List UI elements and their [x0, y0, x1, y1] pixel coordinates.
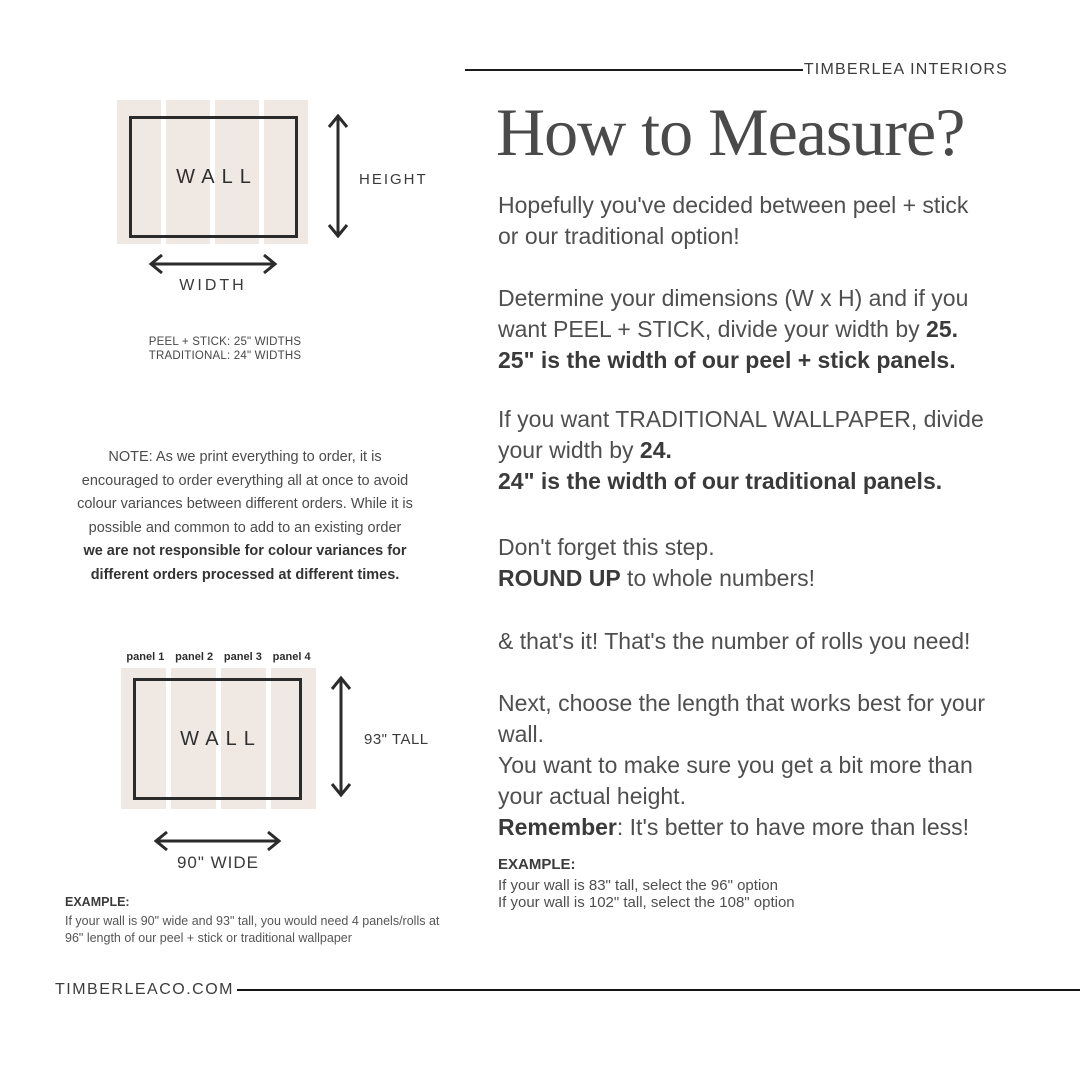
text-line: & that's it! That's the number of rolls you need!	[498, 628, 971, 654]
wall-diagram-1	[117, 100, 308, 244]
wide-arrow-icon	[151, 829, 284, 853]
text-line: You want to make sure you get a bit more than	[498, 752, 973, 778]
note-bold-line: we are not responsible for colour variances for	[83, 543, 407, 559]
width-arrow-icon	[146, 252, 280, 276]
header-divider	[465, 69, 803, 71]
wall-outline	[129, 116, 298, 238]
paragraph-thats-it	[498, 626, 1026, 657]
text-line: Determine your dimensions (W x H) and if you	[498, 285, 969, 311]
page-title: How to Measure?	[496, 94, 965, 170]
text-line: If you want TRADITIONAL WALLPAPER, divide	[498, 406, 984, 432]
panel-number-labels	[121, 651, 316, 663]
height-arrow-icon	[325, 112, 351, 240]
bold-phrase: Remember	[498, 814, 617, 840]
bold-phrase: ROUND UP	[498, 565, 621, 591]
paragraph-round-up	[498, 532, 1026, 594]
wall-diagram-2	[121, 668, 316, 809]
bold-line: 25" is the width of our peel + stick panels.	[498, 347, 956, 373]
example-heading: EXAMPLE:	[498, 856, 576, 873]
note-paragraph	[43, 446, 447, 587]
example-line: 96" length of our peel + stick or traditional wallpaper	[65, 931, 352, 945]
text-line: wall.	[498, 721, 545, 747]
text-line: or our traditional option!	[498, 223, 740, 249]
note-line: colour variances between different orders. While it is	[77, 496, 413, 512]
tall-dimension-label: 93" TALL	[364, 731, 429, 748]
wide-dimension-label: 90" WIDE	[176, 853, 260, 872]
wall-label: WALL	[176, 165, 258, 188]
text-line: : It's better to have more than less!	[616, 814, 970, 840]
wall-outline	[133, 678, 302, 800]
panel-widths-caption	[125, 336, 325, 363]
footer-divider	[237, 989, 1080, 991]
note-line: possible and common to add to an existing order	[88, 519, 402, 536]
text-line: your width by	[498, 437, 640, 463]
example-line: If your wall is 102" tall, select the 108" option	[498, 894, 795, 911]
text-line: Hopefully you've decided between peel + stick	[498, 192, 969, 218]
bold-line: 24" is the width of our traditional panels.	[498, 468, 943, 494]
brand-website: TIMBERLEACO.COM	[55, 981, 234, 998]
height-dimension-label: HEIGHT	[359, 171, 428, 188]
example-heading: EXAMPLE:	[65, 895, 130, 909]
text-line: Don't forget this step.	[498, 534, 715, 560]
example-line: If your wall is 83" tall, select the 96" option	[498, 876, 778, 894]
note-bold-line: different orders processed at different times.	[90, 566, 400, 583]
width-dimension-label: WIDTH	[179, 277, 247, 294]
paragraph-peel-stick	[498, 283, 1026, 376]
note-line: NOTE: As we print everything to order, it is	[108, 449, 382, 465]
text-line: your actual height.	[498, 783, 686, 809]
note-line: encouraged to order everything all at once to avoid	[81, 472, 409, 489]
paragraph-length	[498, 688, 1026, 843]
panel-label: panel 2	[175, 651, 214, 663]
text-line: Next, choose the length that works best for your	[498, 690, 986, 716]
paragraph-intro	[498, 190, 1026, 252]
bold-number: 25.	[926, 316, 959, 342]
example-line: If your wall is 90" wide and 93" tall, you would need 4 panels/rolls at	[65, 914, 440, 928]
panel-label: panel 4	[272, 651, 311, 663]
example-right-block	[498, 856, 795, 912]
text-line: want PEEL + STICK, divide your width by	[498, 316, 927, 342]
caption-line: PEEL + STICK: 25" WIDTHS	[148, 336, 302, 348]
bold-number: 24.	[639, 437, 672, 463]
brand-name-top: TIMBERLEA INTERIORS	[803, 61, 1008, 78]
tall-arrow-icon	[328, 674, 354, 799]
caption-line: TRADITIONAL: 24" WIDTHS	[148, 349, 302, 362]
wall-label: WALL	[180, 727, 262, 750]
example-left-block	[65, 894, 439, 947]
panel-label: panel 3	[223, 651, 262, 663]
panel-label: panel 1	[126, 651, 165, 663]
paragraph-traditional	[498, 404, 1026, 497]
text-line: to whole numbers!	[620, 565, 815, 591]
